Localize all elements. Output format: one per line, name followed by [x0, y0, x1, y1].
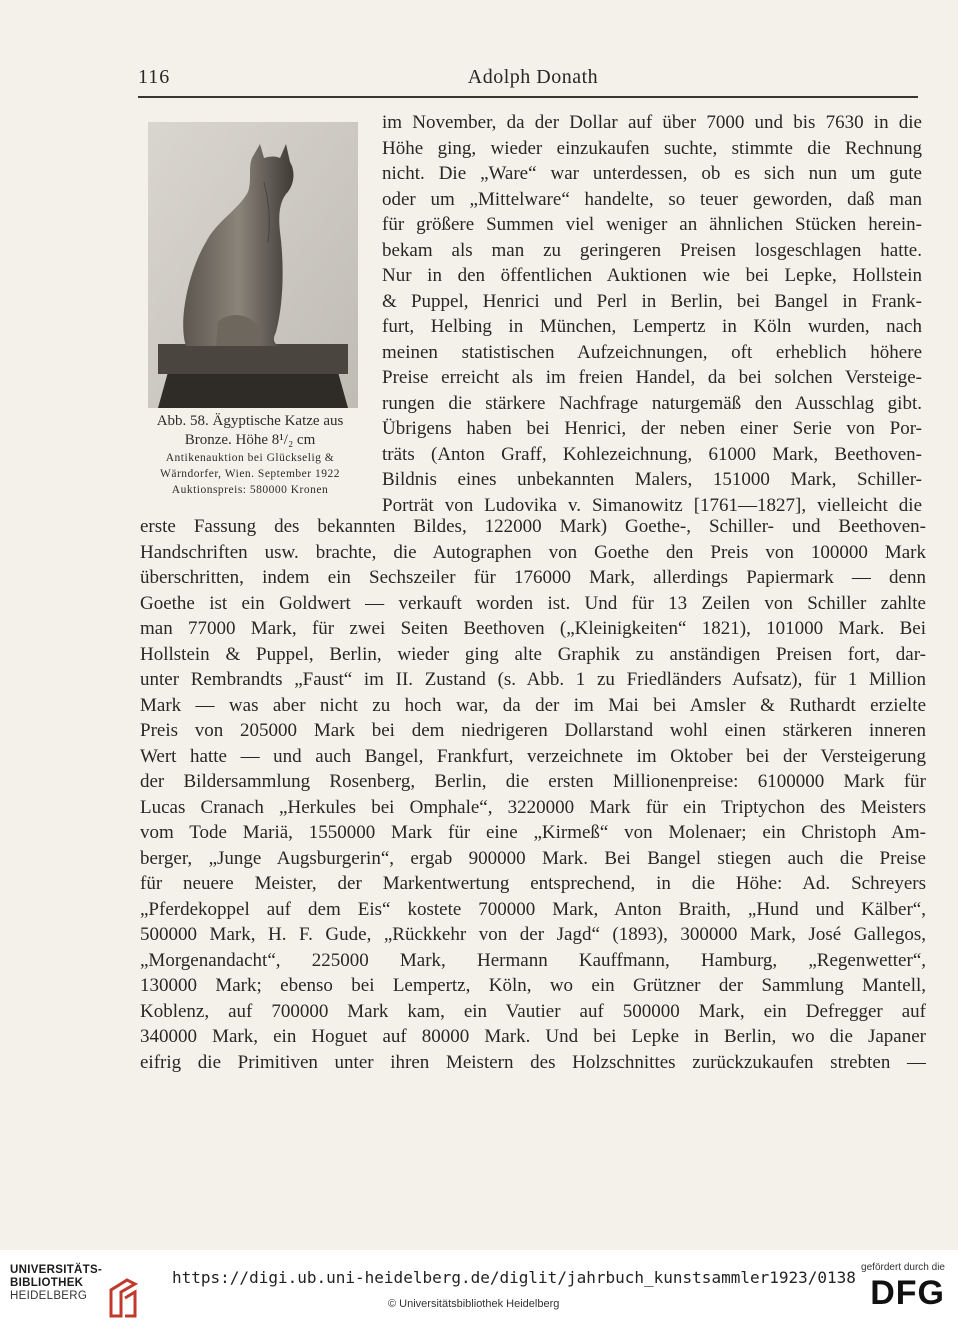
figure-caption [138, 412, 362, 498]
text-line: Porträt von Ludovika v. Simanowitz [1761—1827], vielleicht die [382, 494, 922, 516]
body-text [140, 514, 926, 1075]
text-line: oder um „Mittelware“ handelte, so teuer geworden, daß man [382, 188, 922, 210]
text-line: man 77000 Mark, für zwei Seiten Beethoven („Kleinigkeiten“ 1821), 101000 Mark. Bei [140, 618, 926, 639]
text-line: im November, da der Dollar auf über 7000 und bis 7630 in die [382, 112, 922, 133]
text-line: rungen die stärkere Nachfrage naturgemäß den Ausschlag gibt. [382, 392, 922, 414]
text-line: Lucas Cranach „Herkules bei Omphale“, 3220000 Mark für ein Triptychon des Meisters [140, 796, 926, 818]
running-head: Adolph Donath [467, 66, 599, 88]
text-line: meinen statistischen Aufzeichnungen, oft erheblich höhere [382, 341, 922, 363]
column-text [382, 110, 922, 518]
text-line: Preise erreicht als im freien Handel, da bei solchen Versteige- [382, 367, 922, 388]
text-line: unter Rembrandts „Faust“ im II. Zustand (s. Abb. 1 zu Friedländers Aufsatz), für 1 Million [140, 669, 926, 690]
text-line: furt, Helbing in München, Lempertz in Köln wurden, nach [382, 316, 922, 337]
text-line: 340000 Mark, ein Hoguet auf 80000 Mark. Und bei Lepke in Berlin, wo die Japaner [140, 1026, 926, 1047]
page-header [138, 66, 928, 96]
text-line: berger, „Junge Augsburgerin“, ergab 900000 Mark. Bei Bangel stiegen auch die Preise [140, 847, 926, 869]
text-line: für neuere Meister, der Markentwertung entsprechend, in die Höhe: Ad. Schreyers [140, 873, 926, 894]
sponsor-label: gefördert durch die [861, 1262, 945, 1273]
text-line: „Morgenandacht“, 225000 Mark, Hermann Kauffmann, Hamburg, „Regenwetter“, [140, 949, 926, 971]
text-line: Übrigens haben bei Henrici, der neben einer Serie von Por- [382, 418, 922, 439]
caption-line: Bronze. Höhe 8¹/₂ cm [184, 432, 316, 448]
header-rule [138, 96, 918, 98]
text-line: Hollstein & Puppel, Berlin, wieder ging alte Graphik zu anständigen Preisen fort, dar- [140, 643, 926, 665]
text-line: Höhe ging, wieder einzukaufen suchte, stimmte die Rechnung [382, 137, 922, 159]
text-line: „Pferdekoppel auf dem Eis“ kostete 700000 Mark, Anton Braith, „Hund und Kälber“, [140, 898, 926, 920]
text-line: 500000 Mark, H. F. Gude, „Rückkehr von der Jagd“ (1893), 300000 Mark, José Gallegos, [140, 924, 926, 945]
library-name-line: BIBLIOTHEK [10, 1277, 84, 1289]
viewer-footer [0, 1250, 958, 1322]
bronze-cat-photo [148, 122, 358, 408]
cat-statue-image [148, 122, 358, 408]
text-line: für größere Summen viel weniger an ähnlichen Stücken herein- [382, 214, 922, 235]
caption-line: Auktionspreis: 580000 Kronen [171, 484, 329, 496]
text-line: 130000 Mark; ebenso bei Lempertz, Köln, wo ein Grützner der Sammlung Mantell, [140, 975, 926, 996]
text-line: bekam als man zu geringeren Preisen losgeschlagen hatte. [382, 239, 922, 261]
caption-line: Wärndorfer, Wien. September 1922 [160, 468, 340, 480]
text-line: Handschriften usw. brachte, die Autographen von Goethe den Preis von 100000 Mark [140, 541, 926, 563]
text-line: & Puppel, Henrici und Perl in Berlin, bei Bangel in Frank- [382, 290, 922, 312]
library-name-line: UNIVERSITÄTS- [10, 1264, 103, 1276]
text-line: Mark — was aber nicht zu hoch war, da der im Mai bei Amsler & Ruthardt erzielte [140, 694, 926, 716]
text-line: Wert hatte — und auch Bangel, Frankfurt, verzeichnete im Oktober bei der Versteigerung [140, 745, 926, 767]
permalink-url[interactable]: https://digi.ub.uni-heidelberg.de/diglit/jahrbuch_kunstsammler1923/0138 [172, 1268, 856, 1287]
library-logo[interactable] [10, 1264, 140, 1314]
page-number: 116 [138, 66, 171, 88]
text-line: der Bildersammlung Rosenberg, Berlin, die ersten Millionenpreise: 6100000 Mark für [140, 771, 926, 792]
dfg-logo-icon: DFG [870, 1274, 945, 1312]
text-line: eifrig die Primitiven unter ihren Meistern des Holzschnittes zurückzukaufen strebten — [140, 1051, 926, 1073]
library-emblem-icon [107, 1276, 139, 1320]
text-line: vom Tode Mariä, 1550000 Mark für eine „Kirmeß“ von Molenaer; ein Christoph Am- [140, 822, 926, 843]
library-name-line: HEIDELBERG [10, 1290, 88, 1302]
text-line: Nur in den öffentlichen Auktionen wie bei Lepke, Hollstein [382, 265, 922, 286]
dfg-logo[interactable] [850, 1262, 945, 1313]
text-line: erste Fassung des bekannten Bildes, 122000 Mark) Goethe-, Schiller- und Beethoven- [140, 516, 926, 537]
copyright-notice: © Universitätsbibliothek Heidelberg [388, 1298, 560, 1310]
text-line: Bildnis eines unbekannten Malers, 151000 Mark, Schiller- [382, 469, 922, 490]
caption-line: Abb. 58. Ägyptische Katze aus [156, 413, 344, 429]
text-line: Preis von 205000 Mark bei dem niedrigeren Dollarstand wohl einen stärkeren inneren [140, 720, 926, 741]
text-line: träts (Anton Graff, Kohlezeichnung, 61000 Mark, Beethoven- [382, 443, 922, 465]
text-line: Koblenz, auf 700000 Mark kam, ein Vautier auf 500000 Mark, ein Defregger auf [140, 1000, 926, 1022]
text-line: nicht. Die „Ware“ war unterdessen, ob es sich nun um gute [382, 163, 922, 184]
caption-line: Antikenauktion bei Glückselig & [165, 452, 335, 464]
text-line: überschritten, indem ein Sechszeiler für 176000 Mark, allerdings Papiermark — denn [140, 567, 926, 588]
text-line: Goethe ist ein Goldwert — verkauft worden ist. Und für 13 Zeilen von Schiller zahlte [140, 592, 926, 614]
